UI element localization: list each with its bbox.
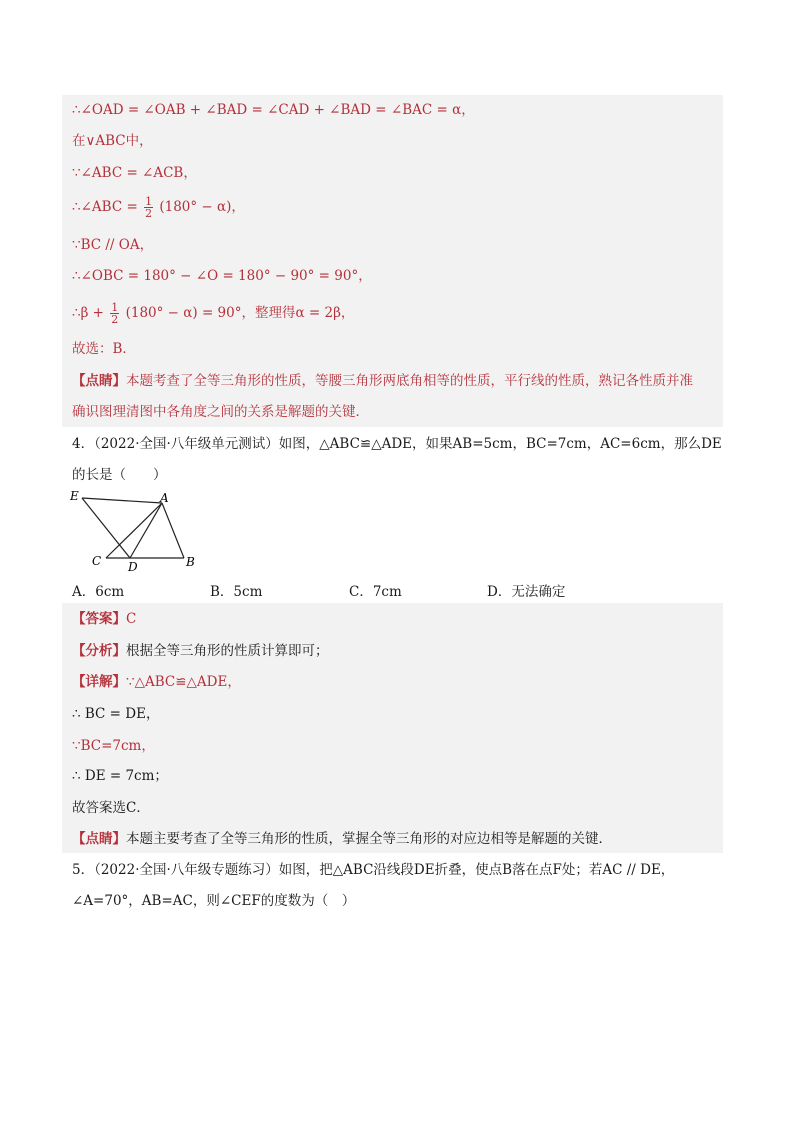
fraction-denominator: 2 xyxy=(111,313,119,326)
edge-AB xyxy=(162,503,184,558)
analysis-text: 根据全等三角形的性质计算即可； xyxy=(126,643,329,659)
q4-option-d: D．无法确定 xyxy=(487,584,566,600)
fraction-numerator: 1 xyxy=(145,195,153,208)
sol4-line2: ∴ BC = DE， xyxy=(72,706,160,722)
edge-EA xyxy=(82,498,162,503)
detail-text: ∵△ABC≌△ADE， xyxy=(126,674,241,690)
sol3-line6: ∴∠OBC = 180° − ∠O = 180° − 90° = 90°， xyxy=(72,268,372,284)
q5-stem-line2: ∠A=70°，AB=AC，则∠CEF的度数为（ ） xyxy=(72,893,356,909)
edge-ED xyxy=(82,498,130,558)
sol3-line8: 故选：B． xyxy=(72,341,136,357)
sol4-line4: ∴ DE = 7cm； xyxy=(72,768,168,784)
sol3-line1: ∴∠OAD = ∠OAB + ∠BAD = ∠CAD + ∠BAD = ∠BAC = α， xyxy=(72,102,475,118)
label-C: C xyxy=(92,554,102,568)
sol3-line5: ∵BC // OA， xyxy=(72,237,154,253)
q5-stem-line1: 5．（2022·全国·八年级专题练习）如图，把△ABC沿线段DE折叠，使点B落在点F处；若AC // DE， xyxy=(72,862,675,878)
sol3-line2: 在∨ABC中， xyxy=(72,133,153,149)
sol3-line4-pre: ∴∠ABC = xyxy=(72,199,138,215)
sol3-line3: ∵∠ABC = ∠ACB， xyxy=(72,165,197,181)
sol3-line7 xyxy=(72,302,354,325)
fraction-denominator: 2 xyxy=(145,207,153,220)
q4-option-a: A．6cm xyxy=(72,584,125,600)
sol3-line7-post: (180° − α) = 90°，整理得α = 2β， xyxy=(125,305,355,321)
sol4-answer xyxy=(72,609,136,629)
sol3-comment-line2: 确识图理清图中各角度之间的关系是解题的关键． xyxy=(72,404,369,420)
label-B: B xyxy=(186,555,195,569)
q4-option-b: B．5cm xyxy=(210,584,263,600)
fraction-half xyxy=(144,196,153,219)
answer-tag: 【答案】 xyxy=(72,611,126,627)
q4-option-c: C．7cm xyxy=(349,584,402,600)
sol4-line3: ∵BC=7cm， xyxy=(72,738,155,754)
sol4-analysis xyxy=(72,641,329,661)
sol3-line4-post: (180° − α)， xyxy=(159,199,245,215)
fraction-numerator: 1 xyxy=(111,301,119,314)
fraction-half xyxy=(110,302,119,325)
analysis-tag: 【分析】 xyxy=(72,643,126,659)
comment-tag: 【点睛】 xyxy=(72,373,126,389)
label-D: D xyxy=(128,560,138,572)
comment-text: 本题考查了全等三角形的性质，等腰三角形两底角相等的性质，平行线的性质，熟记各性质并准 xyxy=(126,373,693,389)
q4-stem-line1: 4．（2022·全国·八年级单元测试）如图，△ABC≌△ADE，如果AB=5cm，BC=7cm，AC=6cm，那么DE xyxy=(72,436,722,452)
label-A: A xyxy=(160,491,169,505)
comment-text: 本题主要考查了全等三角形的性质，掌握全等三角形的对应边相等是解题的关键． xyxy=(126,831,612,847)
sol4-line5: 故答案选C． xyxy=(72,800,150,816)
sol3-line7-pre: ∴β + xyxy=(72,305,104,321)
label-E: E xyxy=(70,490,79,503)
sol4-detail xyxy=(72,672,241,692)
q4-stem-line2: 的长是（ ） xyxy=(72,467,167,483)
q4-figure xyxy=(66,490,206,572)
sol4-comment xyxy=(72,829,612,849)
comment-tag: 【点睛】 xyxy=(72,831,126,847)
edge-AC xyxy=(106,503,162,558)
sol3-comment-line1 xyxy=(72,371,693,391)
answer-value: C xyxy=(126,611,137,627)
detail-tag: 【详解】 xyxy=(72,674,126,690)
sol3-line4 xyxy=(72,196,245,219)
